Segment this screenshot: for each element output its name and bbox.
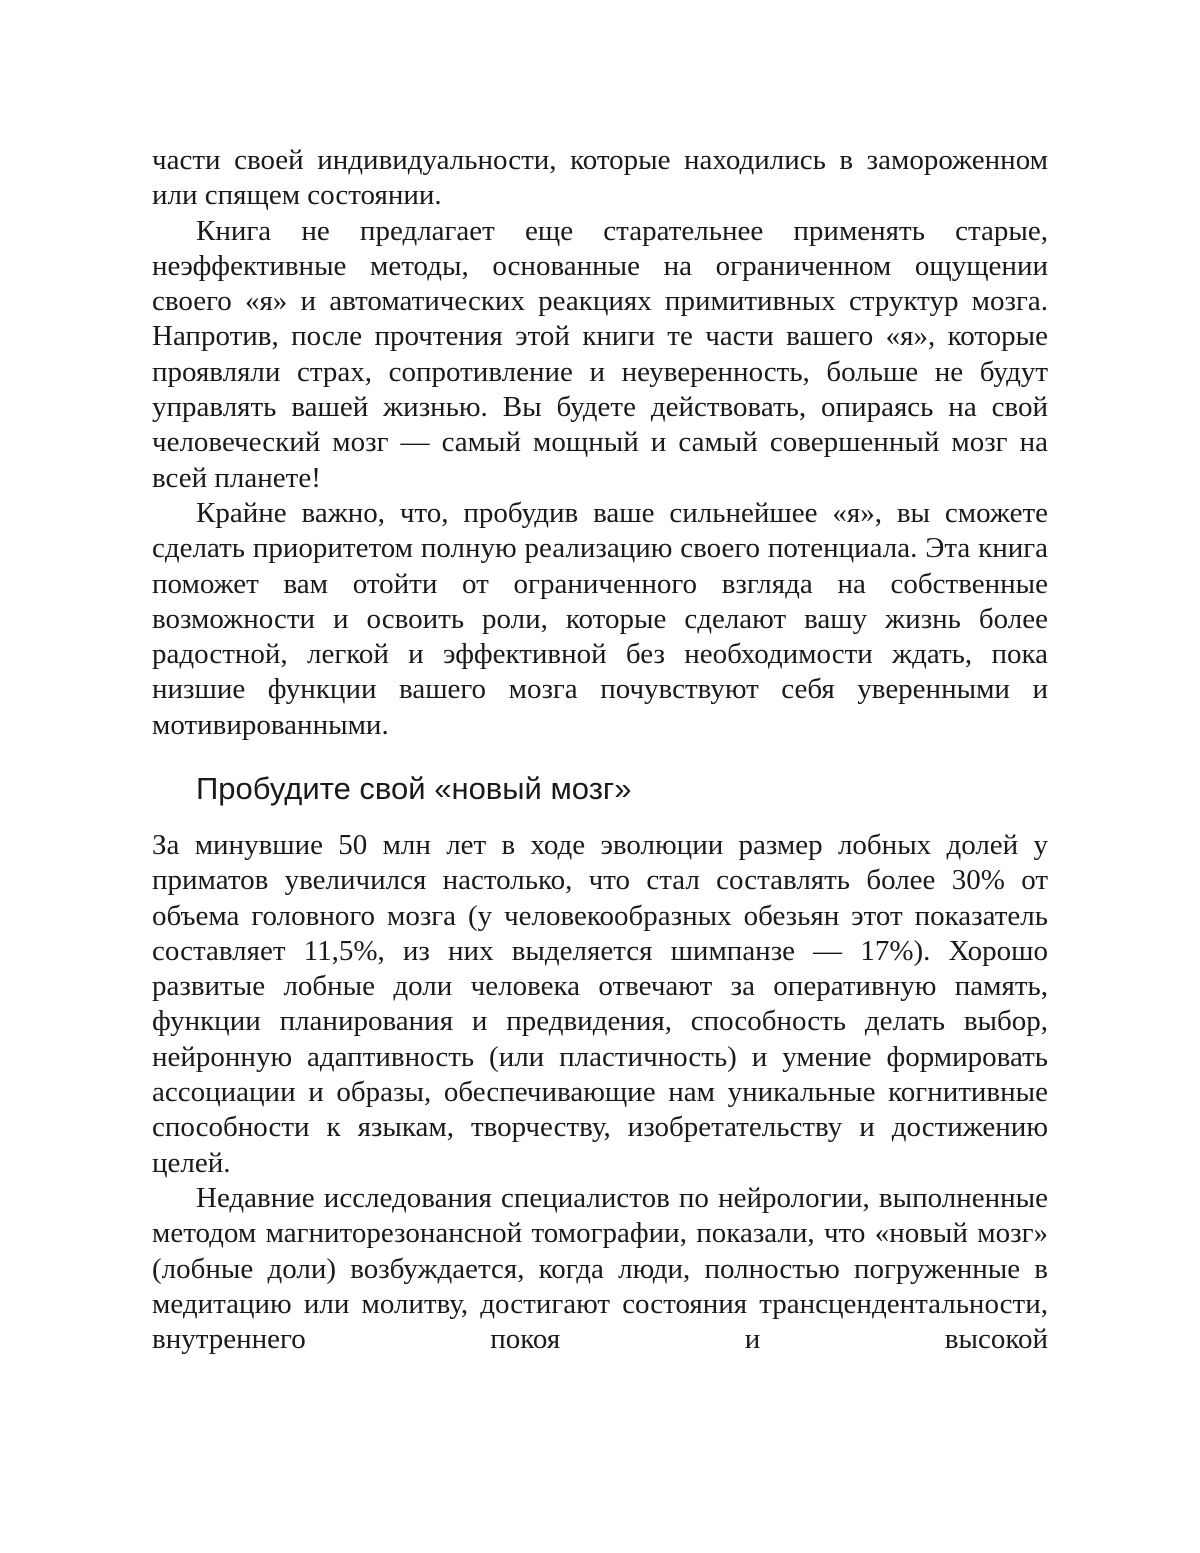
paragraph-continuation: части своей индивидуальности, которые находились в замороженном или спящем состоянии. bbox=[152, 144, 1048, 212]
section-heading: Пробудите свой «новый мозг» bbox=[196, 771, 632, 806]
body-text-top bbox=[152, 143, 1048, 743]
paragraph: Книга не предлагает еще старательнее применять старые, неэффективные методы, основанные на ограниченном ощущении своего «я» и автоматических реакциях примитивных структур мозга. Напротив, после прочтения этой книги те части вашего «я», которые проявляли страх, сопротивление и неуверенность, больше не будут управлять вашей жизнью. Вы будете действовать, опираясь на свой человеческий мозг — самый мощный и самый совершенный мозг на всей планете! bbox=[152, 214, 1048, 494]
paragraph: Недавние исследования специалистов по нейрологии, выполненные методом магниторезонансной томографии, показали, что «новый мозг» (лобные доли) возбуждается, когда люди, полностью погруженные в медитацию или молитву, достигают состояния трансцендентальности, внутреннего покоя и высокой bbox=[152, 1181, 1048, 1356]
body-text-bottom bbox=[152, 828, 1048, 1357]
paragraph: Крайне важно, что, пробудив ваше сильнейшее «я», вы сможете сделать приоритетом полную реализацию своего потенциала. Эта книга поможет вам отойти от ограниченного взгляда на собственные возможности и освоить роли, которые сделают вашу жизнь более радостной, легкой и эффективной без необходимости ждать, пока низшие функции вашего мозга почувствуют себя уверенными и мотивированными. bbox=[152, 496, 1048, 741]
paragraph: За минувшие 50 млн лет в ходе эволюции размер лобных долей у приматов увеличился настолько, что стал составлять более 30% от объема головного мозга (у человекообразных обезьян этот показатель составляет 11,5%, из них выделяется шимпанзе — 17%). Хорошо развитые лобные доли человека отвечают за оперативную память, функции планирования и предвидения, способность делать выбор, нейронную адаптивность (или пластичность) и умение формировать ассоциации и образы, обеспечивающие нам уникальные когнитивные способности к языкам, творчеству, изобретательству и достижению целей. bbox=[152, 829, 1048, 1179]
